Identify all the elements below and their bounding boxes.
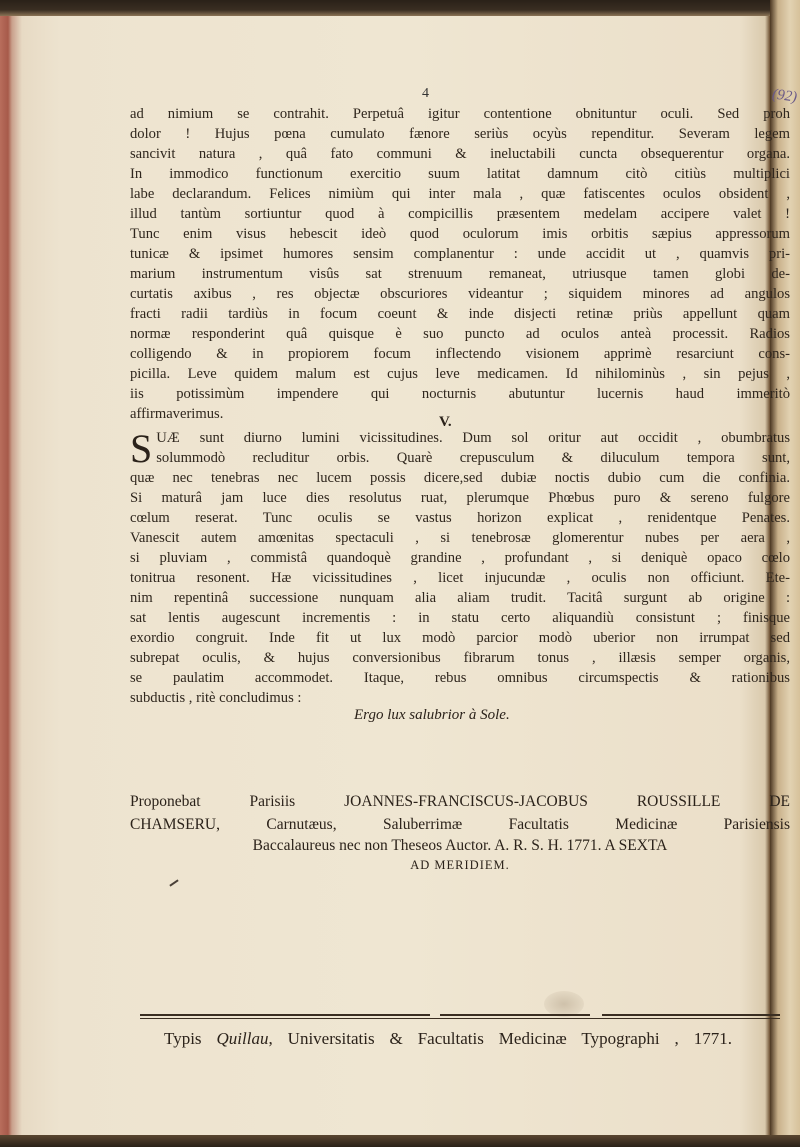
paragraph-2-line: subrepat oculis, & hujus conversionibus fibrarum tonus , illæsis semper organis,: [130, 650, 790, 666]
paragraph-2-line: se paulatim accommodet. Itaque, rebus omnibus circumspectis & rationibus: [130, 670, 790, 686]
paragraph-2-line: tonitrua resonent. Hæ vicissitudines , licet injucundæ , oculis non officiunt. Ete-: [130, 570, 790, 586]
conclusion-line: Ergo lux salubrior à Sole.: [354, 707, 510, 723]
printer-imprint: [164, 1029, 732, 1049]
colophon-line-3: Baccalaureus nec non Theseos Auctor. A. R. S. H. 1771. A SEXTA: [252, 837, 668, 854]
paragraph-2-line: solummodò recluditur orbis. Quarè crepusculum & diluculum tempora sunt,: [156, 450, 790, 466]
paragraph-1-line: picilla. Leve quidem malum est cujus leve medicamen. Id nihilominùs , sin pejus ,: [130, 366, 790, 382]
pen-mark: [169, 879, 178, 886]
double-rule: [140, 1014, 780, 1020]
paragraph-1-line: ad nimium se contrahit. Perpetuâ igitur contentione obnituntur oculi. Sed proh: [130, 106, 790, 122]
paragraph-2-line: Vanescit autem amœnitas spectaculi , si tenebrosæ glomerentur nubes per aera ,: [130, 530, 790, 546]
paragraph-2-line: si pluviam , commistâ quandoquè grandine , profundant , si deniquè opaco cœlo: [130, 550, 790, 566]
paragraph-1-line: Tunc enim visus hebescit ideò quod oculorum imis orbitis sæpius appressorum: [130, 226, 790, 242]
imprint-prefix: Typis: [164, 1029, 202, 1048]
page-number: 4: [422, 86, 429, 101]
paragraph-2-line: cœlum reserat. Tunc oculis se vastus horizon explicat , renidentque Penates.: [130, 510, 790, 526]
paragraph-1-line: labe declarandum. Felices nimiùm qui inter mala , quæ fatiscentes oculos obsident ,: [130, 186, 790, 202]
scan-top-edge: [0, 0, 800, 16]
paragraph-1-line: curtatis axibus , res objectæ obscuriores videantur ; siquidem minores ad angulos: [130, 286, 790, 302]
paragraph-1-line: tunicæ & ipsimet humores sensim complanentur : unde accidit ut , quamvis pri-: [130, 246, 790, 262]
paragraph-1-line: marium instrumentum visûs sat strenuum remaneat, utriusque tamen globi de-: [130, 266, 790, 282]
paragraph-2-line: nim repentinâ successione nunquam alia aliam trudit. Tacitâ surgunt ab origine :: [130, 590, 790, 606]
section-heading: V.: [439, 414, 452, 430]
paragraph-2: [130, 428, 790, 708]
paragraph-2-line: quæ nec tenebras nec lucem possis dicere,sed dubiæ noctis dubio cum die confinia.: [130, 470, 790, 486]
paragraph-1-line: colligendo & in propiorem focum inflectendo visionem apprimè resarciunt cons-: [130, 346, 790, 362]
colophon-line-2: CHAMSERU, Carnutæus, Saluberrimæ Facultatis Medicinæ Parisiensis: [130, 816, 790, 833]
paragraph-1-line: dolor ! Hujus pœna cumulato fænore seriùs ocyùs rependitur. Severam legem: [130, 126, 790, 142]
paragraph-2-line: UÆ sunt diurno lumini vicissitudines. Dum sol oritur aut occidit , obumbratus: [156, 430, 790, 446]
drop-cap: S: [130, 426, 153, 471]
margin-annotation: (92): [771, 86, 799, 106]
paragraph-1-line: In immodico functionum exercitio suum latitat damnum citò citiùs multiplici: [130, 166, 790, 182]
scan-bottom-edge: [0, 1135, 800, 1147]
paragraph-2-line: exordio congruit. Inde fit ut lux modò parcior modò uberior non irrumpat sed: [130, 630, 790, 646]
paragraph-1-line: affirmaverimus.: [130, 406, 224, 422]
paragraph-1-line: normæ responderint quâ quisque è suo puncto ad oculos anteà processit. Radios: [130, 326, 790, 342]
imprint-rest: , Universitatis & Facultatis Medicinæ Typographi , 1771.: [268, 1029, 732, 1048]
paragraph-2-line: Si maturâ jam luce dies resolutus ruat, plerumque Phœbus puro & sereno fulgore: [130, 490, 790, 506]
paragraph-1: [130, 104, 790, 424]
paragraph-1-line: iis potissimùm impendere qui nocturnis abutuntur lucernis haud immeritò: [130, 386, 790, 402]
colophon-line-4: AD MERIDIEM.: [410, 858, 510, 872]
paragraph-2-line: subductis , ritè concludimus :: [130, 690, 302, 706]
paragraph-1-line: fracti radii tardiùs in focum coeunt & inde disjecti retinæ priùs appellunt quam: [130, 306, 790, 322]
paragraph-2-line: sat lentis augescunt incrementis : in statu certo aliquandiù consistunt ; finisque: [130, 610, 790, 626]
colophon-line-1: Proponebat Parisiis JOANNES-FRANCISCUS-JACOBUS ROUSSILLE DE: [130, 793, 790, 810]
imprint-printer: Quillau: [216, 1029, 269, 1048]
paragraph-1-line: illud tantùm sortiuntur quod à compicillis præsentem medelam accipere valet !: [130, 206, 790, 222]
paragraph-1-line: sancivit natura , quâ fato communi & ineluctabili cuncta obsequerentur organa.: [130, 146, 790, 162]
